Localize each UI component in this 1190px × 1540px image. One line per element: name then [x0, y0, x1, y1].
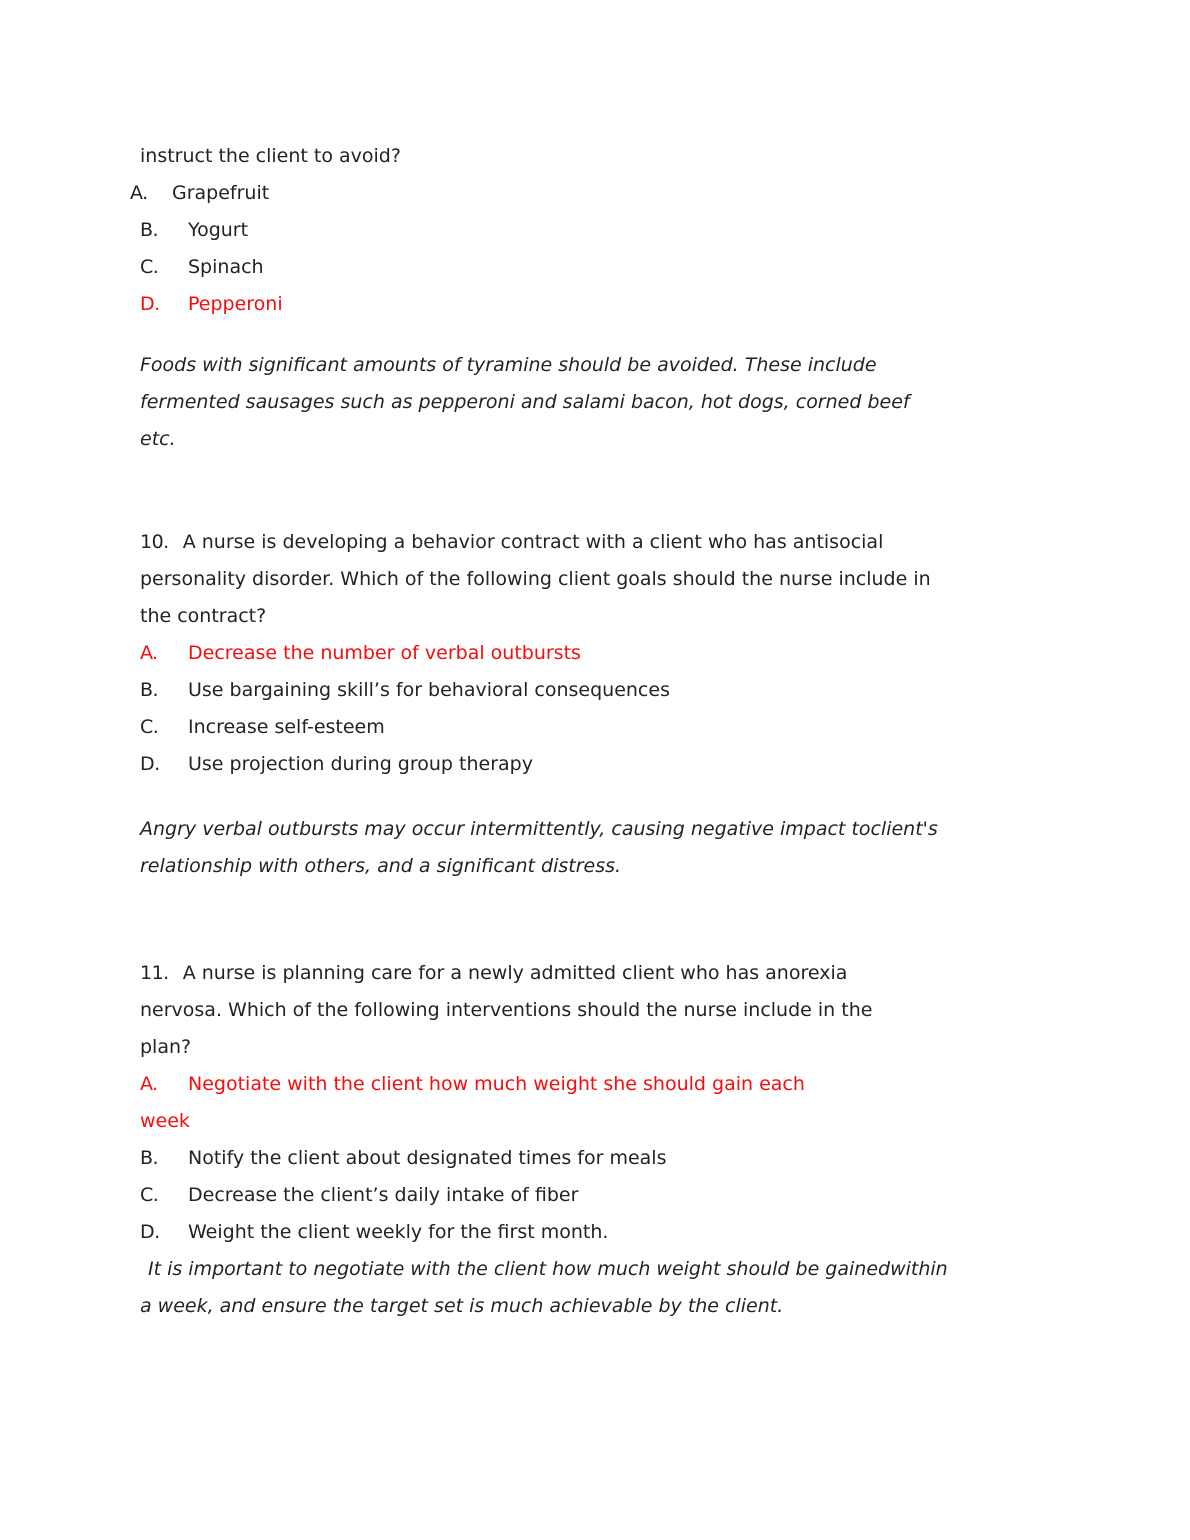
option-text: Grapefruit: [172, 182, 270, 204]
question-number: 11.: [140, 962, 169, 984]
option-letter: A.: [140, 1073, 158, 1095]
option-text: Pepperoni: [188, 293, 283, 315]
option-c: [140, 709, 1100, 746]
option-letter: D.: [140, 753, 160, 775]
option-letter: D.: [140, 293, 160, 315]
option-c: [140, 249, 1100, 286]
option-text: Notify the client about designated times for meals: [188, 1147, 667, 1169]
rationale-line: Foods with significant amounts of tyramine should be avoided. These include: [140, 354, 877, 376]
option-letter: B.: [140, 1147, 159, 1169]
question-9-fragment: [130, 138, 1100, 458]
option-text: Yogurt: [188, 219, 249, 241]
rationale: [140, 1251, 1100, 1325]
option-a-correct: [140, 635, 1100, 672]
question-stem-line: [140, 524, 1100, 561]
question-stem-line: [140, 955, 1100, 992]
option-d-correct: [140, 286, 1100, 323]
option-letter: C.: [140, 256, 159, 278]
option-b: [140, 672, 1100, 709]
option-text: Decrease the client’s daily intake of fiber: [188, 1184, 579, 1206]
question-10: [140, 524, 1100, 885]
option-c: [140, 1177, 1100, 1214]
option-a: [130, 175, 1100, 212]
rationale: [140, 347, 1100, 458]
question-stem-text: A nurse is planning care for a newly admitted client who has anorexia: [182, 962, 848, 984]
option-text: Spinach: [188, 256, 264, 278]
option-b: [140, 212, 1100, 249]
option-b: [140, 1140, 1100, 1177]
option-text: Negotiate with the client how much weight she should gain each: [188, 1073, 805, 1095]
question-11: [140, 955, 1100, 1325]
rationale-line: a week, and ensure the target set is much achievable by the client.: [140, 1295, 784, 1317]
rationale-line: relationship with others, and a significant distress.: [140, 855, 622, 877]
option-letter: C.: [140, 716, 159, 738]
rationale-line: It is important to negotiate with the client how much weight should be gainedwithin: [148, 1258, 948, 1280]
rationale-line: fermented sausages such as pepperoni and salami bacon, hot dogs, corned beef: [140, 391, 910, 413]
question-lead-in: instruct the client to avoid?: [140, 145, 401, 167]
option-text: Use projection during group therapy: [188, 753, 533, 775]
option-text-continuation: week: [140, 1110, 190, 1132]
option-letter: B.: [140, 219, 159, 241]
option-letter: D.: [140, 1221, 160, 1243]
option-text: Use bargaining skill’s for behavioral consequences: [188, 679, 670, 701]
question-stem-text: A nurse is developing a behavior contract with a client who has antisocial: [182, 531, 884, 553]
rationale: [140, 811, 1100, 885]
question-stem-line: personality disorder. Which of the following client goals should the nurse include in: [140, 568, 931, 590]
question-stem-line: plan?: [140, 1036, 192, 1058]
option-d: [140, 746, 1100, 783]
rationale-line: Angry verbal outbursts may occur intermittently, causing negative impact toclient's: [140, 818, 938, 840]
option-letter: A.: [140, 642, 158, 664]
question-number: 10.: [140, 531, 169, 553]
option-text: Weight the client weekly for the first month.: [188, 1221, 609, 1243]
document-page: [130, 138, 1100, 1325]
option-text: Increase self-esteem: [188, 716, 385, 738]
option-a-correct: [140, 1066, 1100, 1140]
option-letter: C.: [140, 1184, 159, 1206]
option-letter: A.: [130, 182, 148, 204]
option-letter: B.: [140, 679, 159, 701]
rationale-line: etc.: [140, 428, 176, 450]
option-d: [140, 1214, 1100, 1251]
option-text: Decrease the number of verbal outbursts: [188, 642, 581, 664]
question-stem-line: the contract?: [140, 605, 267, 627]
question-stem-line: nervosa. Which of the following interventions should the nurse include in the: [140, 999, 873, 1021]
